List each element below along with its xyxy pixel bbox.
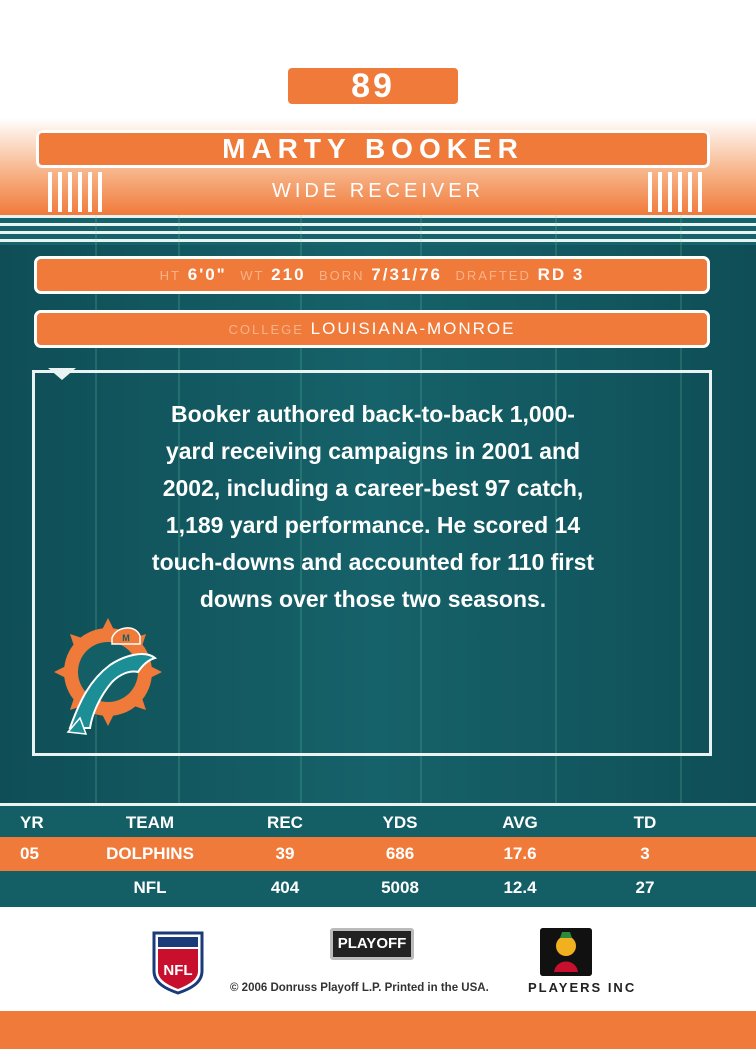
header-team: TEAM: [125, 813, 175, 832]
season-avg: 17.6: [503, 844, 537, 863]
drafted-label: DRAFTED: [455, 268, 531, 283]
totals-yds: 5008: [381, 878, 419, 897]
totals-team: NFL: [133, 878, 167, 897]
stats-table: [0, 803, 756, 907]
header-rec: REC: [267, 813, 303, 832]
playoff-logo-icon: PLAYOFF: [330, 928, 414, 960]
nfl-logo-text: NFL: [163, 962, 193, 979]
season-yr: 05: [20, 844, 39, 863]
table-row: [0, 837, 756, 871]
college-value: LOUISIANA-MONROE: [310, 319, 516, 338]
season-rec: 39: [275, 844, 295, 863]
footer-orange-bar: [0, 1011, 756, 1049]
dolphins-logo-icon: [50, 610, 170, 740]
table-row: [0, 871, 756, 907]
player-position: WIDE RECEIVER: [271, 180, 485, 202]
totals-td: 27: [635, 878, 655, 897]
card-number: 89: [288, 68, 458, 104]
bio-box-notch: [48, 368, 76, 380]
stats-header-row: [0, 803, 756, 840]
players-inc-logo-icon: [540, 928, 592, 976]
header-yds: YDS: [382, 813, 418, 832]
college-label: COLLEGE: [228, 322, 304, 337]
header-avg: AVG: [502, 813, 538, 832]
ht-label: HT: [159, 268, 181, 283]
totals-avg: 12.4: [503, 878, 537, 897]
born-label: BORN: [318, 268, 365, 283]
born-value: 7/31/76: [371, 265, 443, 284]
wt-label: WT: [240, 268, 265, 283]
vitals-bar: [34, 256, 710, 294]
season-td: 3: [640, 844, 650, 863]
totals-rec: 404: [270, 878, 300, 897]
header-yr: YR: [20, 813, 44, 832]
wt-value: 210: [271, 265, 306, 284]
copyright-text: © 2006 Donruss Playoff L.P. Printed in the USA.: [230, 982, 489, 994]
college-bar: [34, 310, 710, 348]
season-team: DOLPHINS: [106, 844, 194, 863]
ht-value: 6'0": [187, 265, 227, 284]
drafted-value: RD 3: [537, 265, 585, 284]
header-td: TD: [633, 813, 657, 832]
season-yds: 686: [385, 844, 415, 863]
horizontal-stripes: [0, 215, 756, 245]
bio-text: Booker authored back-to-back 1,000-yard receiving campaigns in 2001 and 2002, including a career-best 97 catch, 1,189 yard performance. He scored 14 touch-downs and accounted for 110 first downs over those two seasons.: [151, 401, 595, 612]
svg-text:M: M: [122, 633, 130, 643]
nfl-shield-icon: [150, 927, 206, 995]
players-inc-text: PLAYERS INC: [528, 980, 637, 995]
player-name: MARTY BOOKER: [36, 130, 710, 168]
